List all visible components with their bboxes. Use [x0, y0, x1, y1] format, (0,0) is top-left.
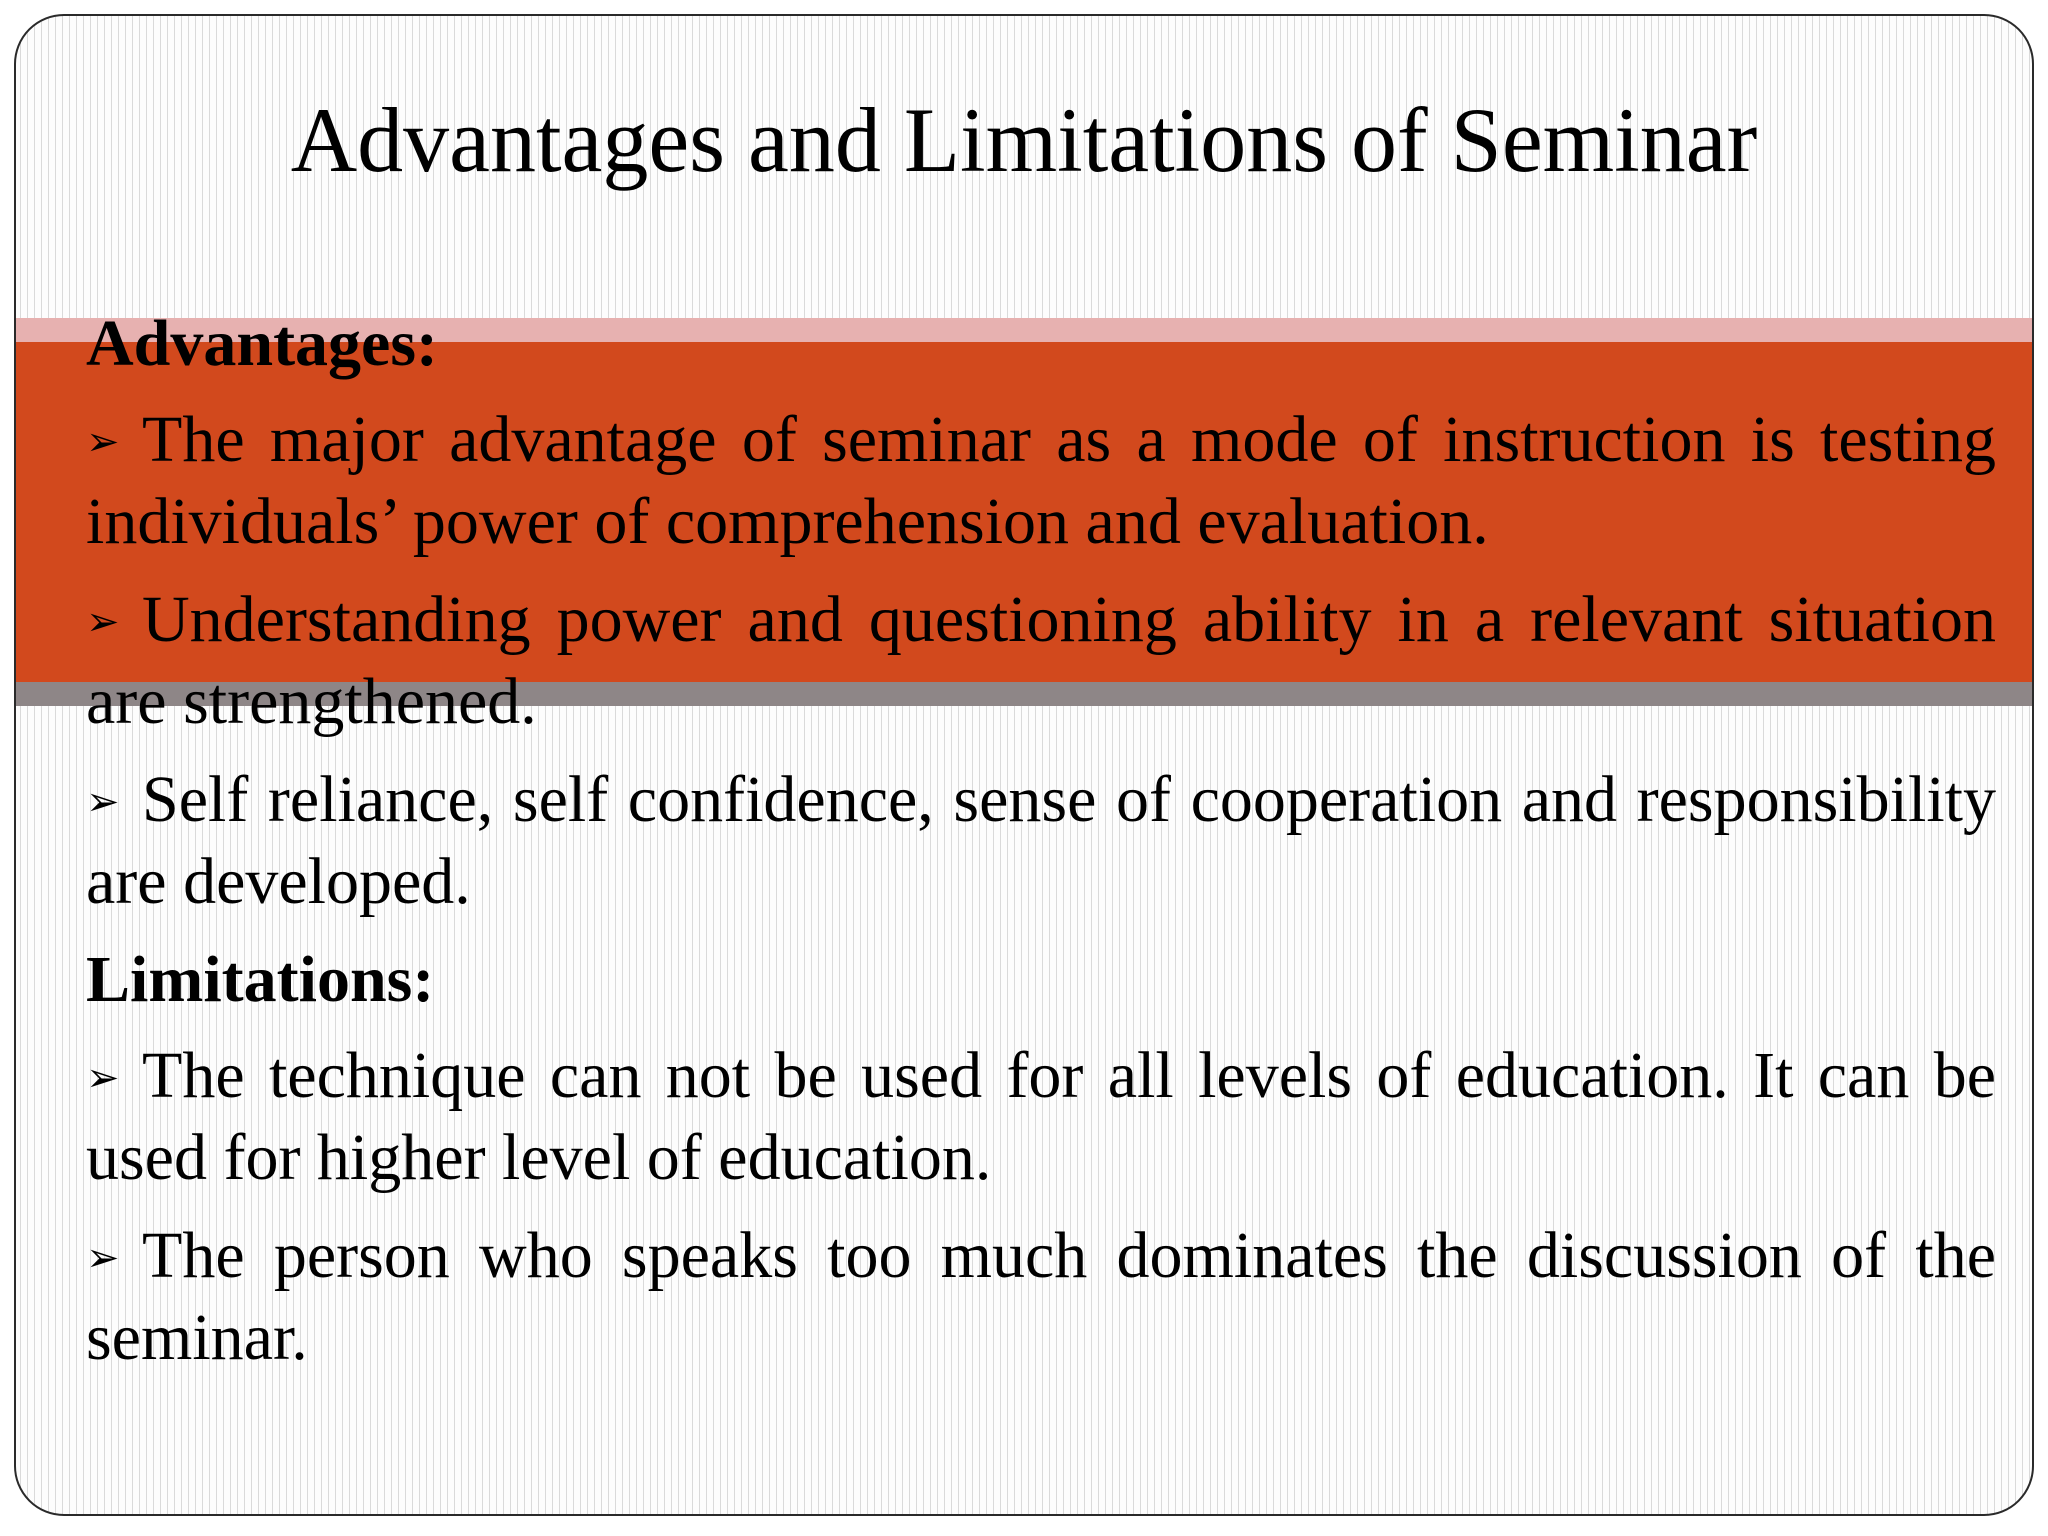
advantage-item-text: The major advantage of seminar as a mode of instruction is testing individuals’ power of comprehension and evaluation.: [86, 403, 1996, 558]
advantage-item-text: Self reliance, self confidence, sense of cooperation and responsibility are developed.: [86, 763, 1996, 918]
limitations-heading: Limitations:: [86, 943, 435, 1016]
advantage-item-text: Understanding power and questioning ability in a relevant situation are strengthened.: [86, 583, 1996, 738]
advantage-item: [86, 400, 1996, 562]
limitation-item: [86, 1216, 1996, 1378]
limitation-item: [86, 1036, 1996, 1198]
slide: [14, 14, 2034, 1516]
arrow-bullet-icon: ➢: [86, 419, 120, 464]
arrow-bullet-icon: ➢: [86, 1055, 120, 1100]
slide-title: Advantages and Limitations of Seminar: [290, 89, 1758, 191]
slide-content: [86, 304, 1996, 1396]
limitation-item-text: The person who speaks too much dominates the discussion of the seminar.: [86, 1219, 1996, 1374]
arrow-bullet-icon: ➢: [86, 779, 120, 824]
advantages-heading: Advantages:: [86, 307, 439, 380]
arrow-bullet-icon: ➢: [86, 599, 120, 644]
advantage-item: [86, 580, 1996, 742]
limitation-item-text: The technique can not be used for all levels of education. It can be used for higher level of education.: [86, 1039, 1996, 1194]
advantage-item: [86, 760, 1996, 922]
arrow-bullet-icon: ➢: [86, 1235, 120, 1280]
